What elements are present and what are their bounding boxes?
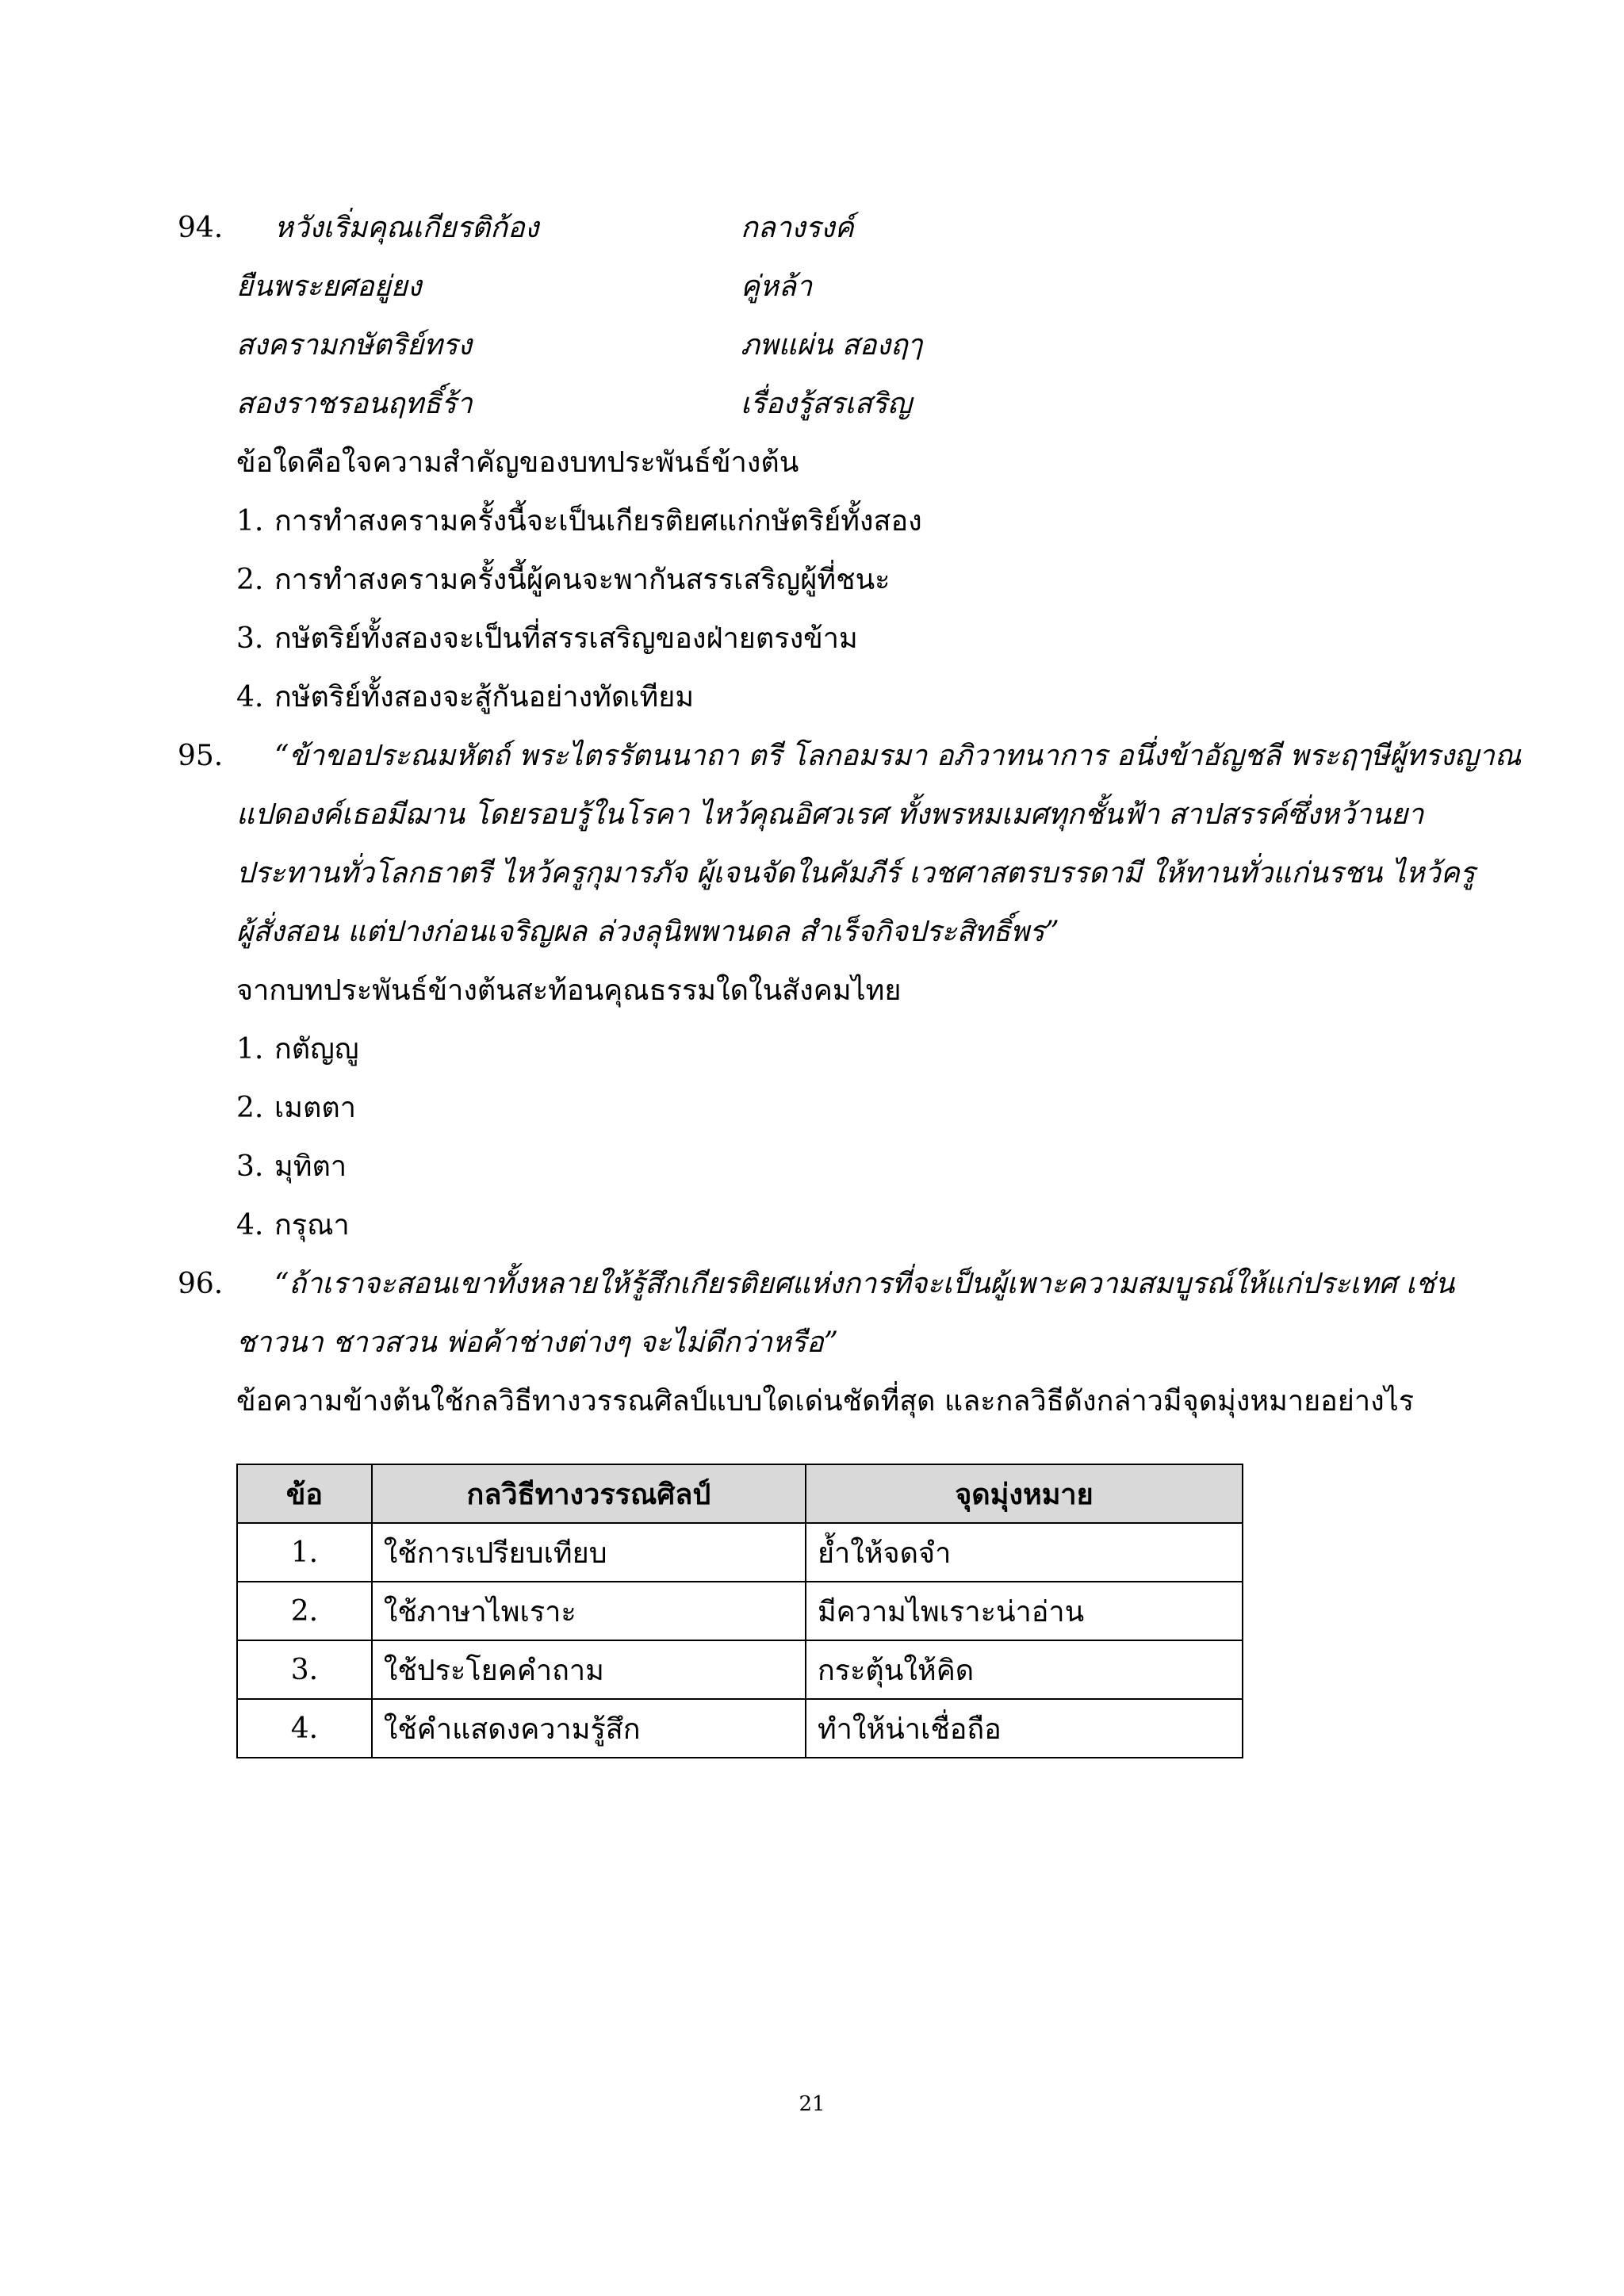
question-text: จากบทประพันธ์ข้างต้นสะท้อนคุณธรรมใดในสังคมไทย: [236, 974, 902, 1007]
purpose-cell: กระตุ้นให้คิด: [806, 1640, 1243, 1699]
quote-line: ประทานทั่วโลกธาตรี ไหว้ครูกุมารภัจ ผู้เจนจัดในคัมภีร์ เวชศาสตรบรรดามี ให้ทานทั่วแก่นรชน ไหว้ครู: [236, 857, 1476, 890]
option-text: กษัตริย์ทั้งสองจะสู้กันอย่างทัดเทียม: [274, 681, 695, 714]
option-text: กษัตริย์ทั้งสองจะเป็นที่สรรเสริญของฝ่ายตรงข้าม: [274, 622, 858, 655]
question-number: 96.: [178, 1268, 224, 1300]
answer-table: [236, 1464, 1243, 1758]
poem-line-right: เรื่องรู้สรเสริญ: [741, 388, 912, 420]
option-text: การทำสงครามครั้งนี้ผู้คนจะพากันสรรเสริญผู้ที่ชนะ: [274, 564, 891, 596]
technique-cell: ใช้ประโยคคำถาม: [372, 1640, 806, 1699]
poem-line-left: ยืนพระยศอยู่ยง: [236, 270, 422, 303]
poem-line-right: ภพแผ่น สองฤๅ: [741, 329, 922, 362]
purpose-cell: ย้ำให้จดจำ: [806, 1523, 1243, 1582]
purpose-cell: มีความไพเราะน่าอ่าน: [806, 1582, 1243, 1640]
quote-line: แปดองค์เธอมีฌาน โดยรอบรู้ในโรคา ไหว้คุณอิศวเรศ ทั้งพรหมเมศทุกชั้นฟ้า สาปสรรค์ซึ่งหว้านยา: [236, 798, 1424, 831]
table-row: [237, 1582, 1243, 1640]
poem-line-left: หวังเริ่มคุณเกียรติก้อง: [274, 212, 539, 244]
technique-cell: ใช้การเปรียบเทียบ: [372, 1523, 806, 1582]
page-number: 21: [799, 2092, 825, 2116]
option-text: กตัญญู: [274, 1033, 359, 1066]
option-text: เมตตา: [274, 1092, 357, 1124]
column-header: ข้อ: [237, 1464, 372, 1523]
poem-line-right: คู่หล้า: [741, 270, 813, 303]
option-number: 3.: [236, 622, 264, 655]
quote-line: ชาวนา ชาวสวน พ่อค้าช่างต่างๆ จะไม่ดีกว่าหรือ”: [236, 1326, 839, 1359]
table-header-row: [237, 1464, 1243, 1523]
question-text: ข้อใดคือใจความสำคัญของบทประพันธ์ข้างต้น: [236, 446, 799, 479]
table-row: [237, 1699, 1243, 1758]
poem-line-left: สงครามกษัตริย์ทรง: [236, 329, 472, 362]
choice-number-cell: 3.: [237, 1640, 372, 1699]
option-text: การทำสงครามครั้งนี้จะเป็นเกียรติยศแก่กษัตริย์ทั้งสอง: [274, 505, 922, 538]
option-number: 1.: [236, 505, 264, 538]
question-number: 95.: [178, 740, 224, 772]
quote-line: “ถ้าเราจะสอนเขาทั้งหลายให้รู้สึกเกียรติยศแห่งการที่จะเป็นผู้เพาะความสมบูรณ์ให้แก่ประเทศ เช่น: [274, 1268, 1455, 1300]
poem-line-right: กลางรงค์: [741, 212, 854, 244]
choice-number-cell: 2.: [237, 1582, 372, 1640]
technique-cell: ใช้คำแสดงความรู้สึก: [372, 1699, 806, 1758]
table-row: [237, 1640, 1243, 1699]
option-number: 3.: [236, 1150, 264, 1183]
technique-cell: ใช้ภาษาไพเราะ: [372, 1582, 806, 1640]
choice-number-cell: 4.: [237, 1699, 372, 1758]
purpose-cell: ทำให้น่าเชื่อถือ: [806, 1699, 1243, 1758]
question-number: 94.: [178, 212, 224, 244]
option-number: 4.: [236, 681, 264, 714]
choice-number-cell: 1.: [237, 1523, 372, 1582]
column-header: จุดมุ่งหมาย: [806, 1464, 1243, 1523]
option-text: มุทิตา: [274, 1150, 347, 1183]
quote-line: “ข้าขอประณมหัตถ์ พระไตรรัตนนาถา ตรี โลกอมรมา อภิวาทนาการ อนึ่งข้าอัญชลี พระฤๅษีผู้ทรงญาณ: [274, 740, 1522, 772]
option-number: 1.: [236, 1033, 264, 1066]
poem-line-left: สองราชรอนฤทธิ์ร้า: [236, 388, 473, 420]
question-text: ข้อความข้างต้นใช้กลวิธีทางวรรณศิลป์แบบใดเด่นชัดที่สุด และกลวิธีดังกล่าวมีจุดมุ่งหมายอย่างไร: [236, 1385, 1415, 1418]
option-number: 4.: [236, 1209, 264, 1242]
quote-line: ผู้สั่งสอน แต่ปางก่อนเจริญผล ล่วงลุนิพพานดล สำเร็จกิจประสิทธิ์พร”: [236, 916, 1059, 948]
option-text: กรุณา: [274, 1209, 350, 1242]
column-header: กลวิธีทางวรรณศิลป์: [372, 1464, 806, 1523]
option-number: 2.: [236, 564, 264, 596]
table-row: [237, 1523, 1243, 1582]
option-number: 2.: [236, 1092, 264, 1124]
